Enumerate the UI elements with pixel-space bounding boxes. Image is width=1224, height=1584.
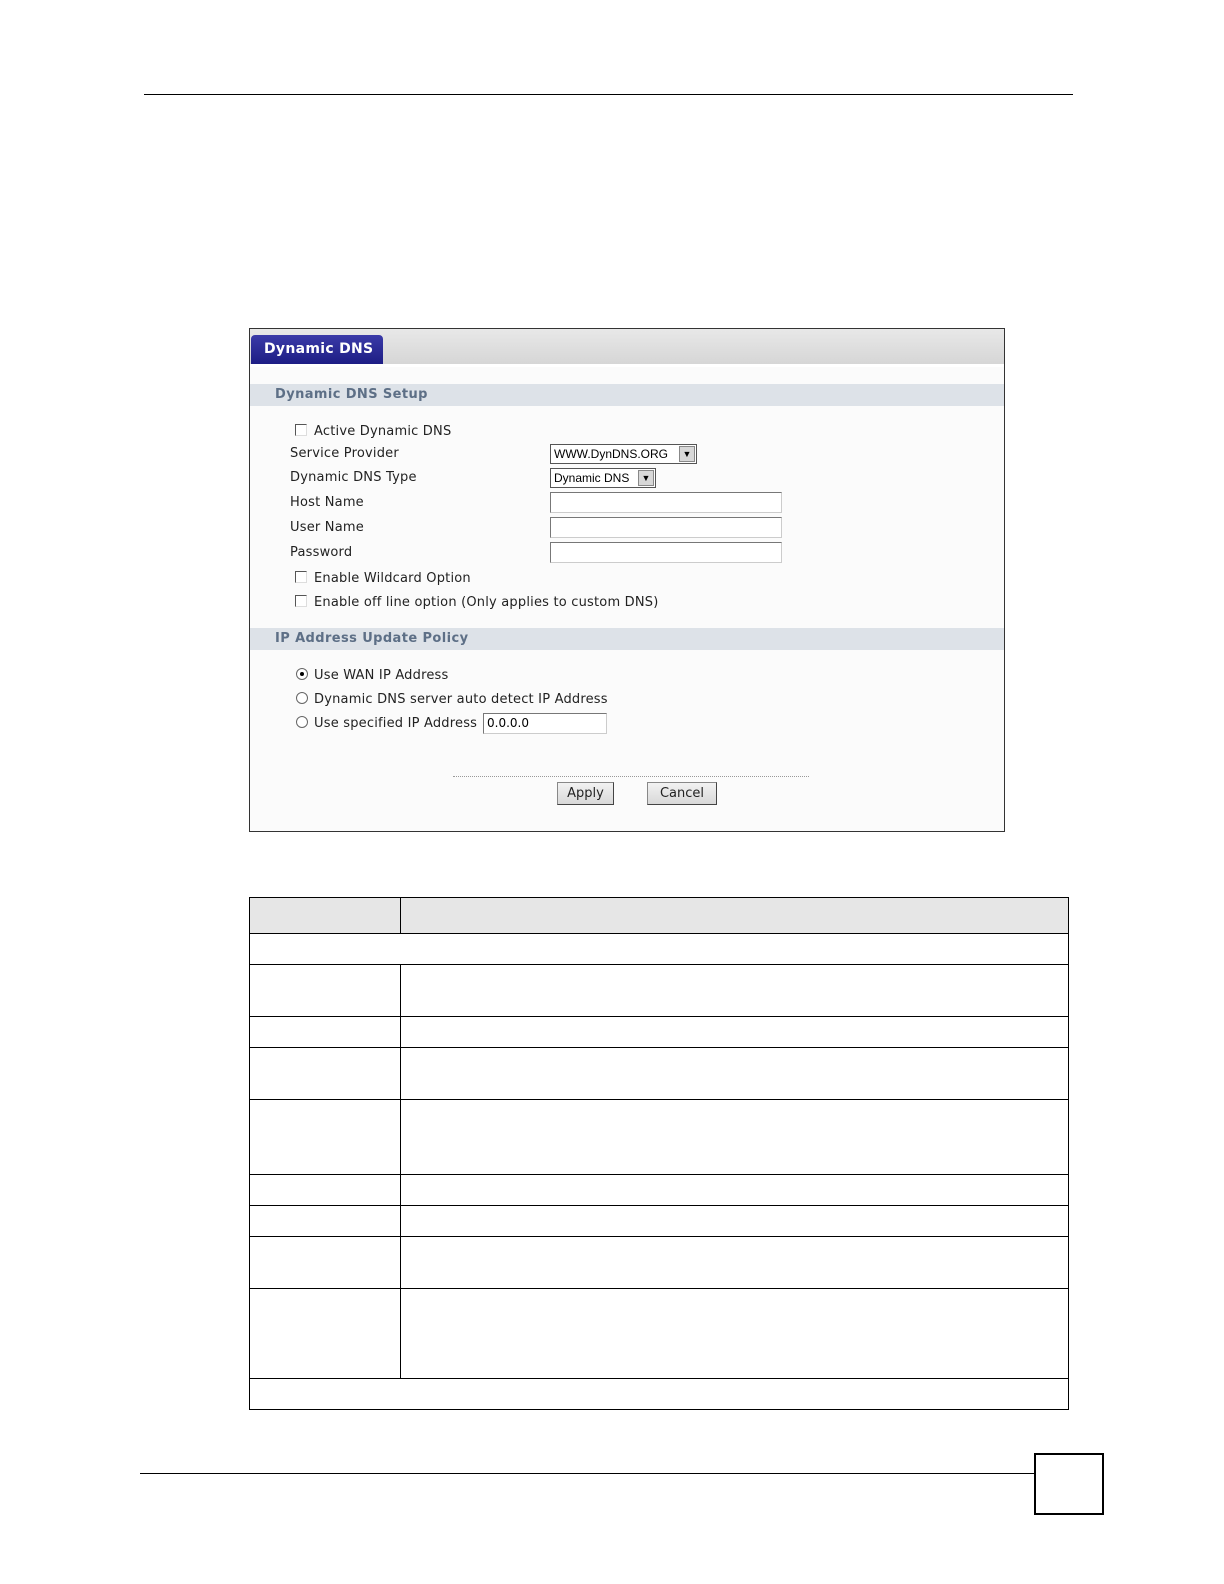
section-ip-update-policy: IP Address Update Policy — [250, 628, 1004, 650]
table-row — [250, 1237, 1069, 1289]
offline-label: Enable off line option (Only applies to custom DNS) — [314, 595, 659, 610]
chevron-down-icon: ▼ — [638, 470, 654, 486]
radio-auto-detect[interactable] — [296, 692, 308, 704]
active-dynamic-dns-checkbox[interactable] — [295, 424, 307, 436]
password-label: Password — [290, 545, 353, 560]
dns-type-value: Dynamic DNS — [554, 471, 630, 485]
offline-checkbox[interactable] — [295, 595, 307, 607]
wildcard-label: Enable Wildcard Option — [314, 571, 471, 586]
service-provider-select[interactable] — [550, 444, 697, 464]
table-row — [250, 1100, 1069, 1175]
dns-type-select[interactable] — [550, 468, 656, 488]
specified-ip-input[interactable]: 0.0.0.0 — [483, 713, 607, 734]
service-provider-value: WWW.DynDNS.ORG — [554, 447, 668, 461]
divider — [453, 776, 809, 777]
dynamic-dns-screen — [249, 328, 1005, 832]
tab-dynamic-dns[interactable]: Dynamic DNS — [251, 335, 383, 364]
table-header-row — [250, 898, 1069, 934]
user-name-input[interactable] — [550, 517, 782, 538]
table-row — [250, 1017, 1069, 1048]
table-row — [250, 1048, 1069, 1100]
tab-bar — [250, 329, 1004, 365]
dns-type-label: Dynamic DNS Type — [290, 470, 417, 485]
radio-use-wan-ip-label: Use WAN IP Address — [314, 668, 449, 683]
apply-button[interactable]: Apply — [557, 782, 614, 805]
host-name-input[interactable] — [550, 492, 782, 513]
page-number-box — [1034, 1453, 1104, 1515]
footer-rule — [140, 1473, 1036, 1474]
radio-use-wan-ip[interactable] — [296, 668, 308, 680]
table-row — [250, 1289, 1069, 1379]
radio-auto-detect-label: Dynamic DNS server auto detect IP Address — [314, 692, 608, 707]
radio-specified-ip[interactable] — [296, 716, 308, 728]
table-row — [250, 965, 1069, 1017]
cancel-button[interactable]: Cancel — [647, 782, 717, 805]
wildcard-checkbox[interactable] — [295, 571, 307, 583]
user-name-label: User Name — [290, 520, 364, 535]
chevron-down-icon: ▼ — [679, 446, 695, 462]
table-section-row — [250, 1379, 1069, 1410]
section-dynamic-dns-setup: Dynamic DNS Setup — [250, 384, 1004, 406]
table-row — [250, 1175, 1069, 1206]
active-dynamic-dns-label: Active Dynamic DNS — [314, 424, 452, 439]
radio-specified-ip-label: Use specified IP Address — [314, 716, 478, 731]
header-rule — [144, 94, 1073, 95]
host-name-label: Host Name — [290, 495, 364, 510]
table-row — [250, 1206, 1069, 1237]
table-section-row — [250, 934, 1069, 965]
password-input[interactable] — [550, 542, 782, 563]
field-description-table — [249, 897, 1069, 1410]
service-provider-label: Service Provider — [290, 446, 399, 461]
